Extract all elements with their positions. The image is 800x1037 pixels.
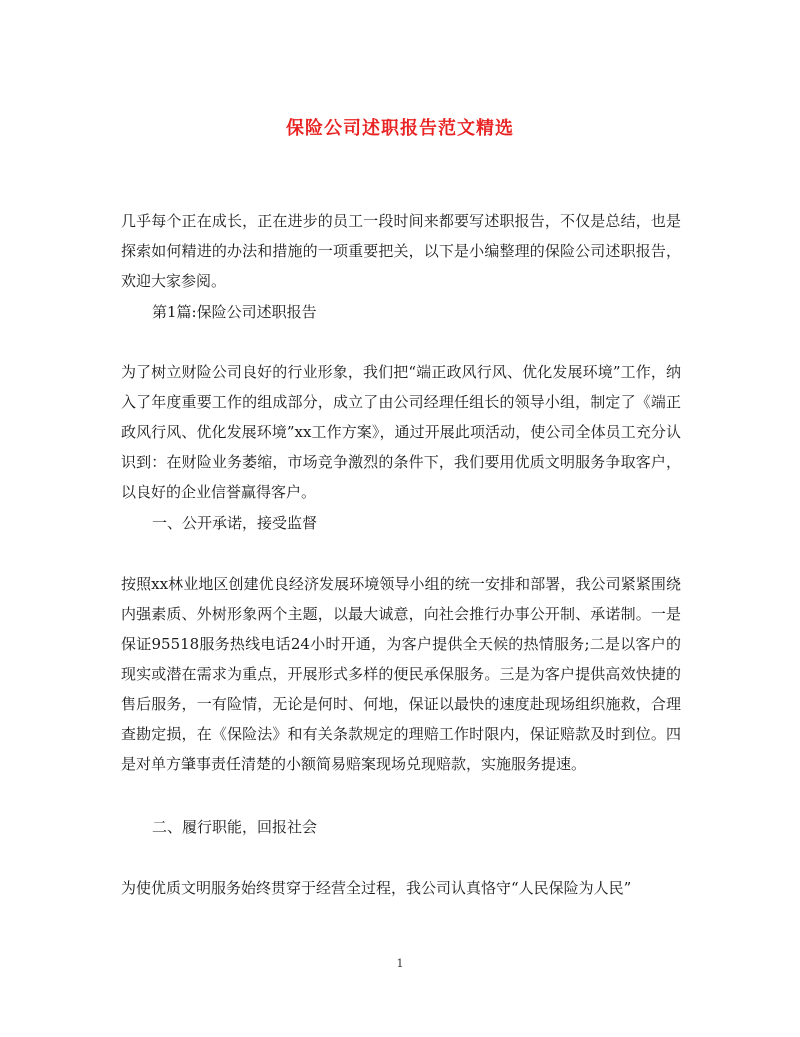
section-heading-1: 一、公开承诺，接受监督 [152,514,318,532]
section-heading-2: 二、履行职能，回报社会 [152,818,318,836]
document-title: 保险公司述职报告范文精选 [286,118,514,139]
body-paragraph-2: 按照xx林业地区创建优良经济发展环境领导小组的统一安排和部署，我公司紧紧围绕内强素质、外树形象两个主题，以最大诚意，向社会推行办事公开制、承诺制。一是保证95518服务热线电话24小时开通，为客户提供全天候的热情服务;二是以客户的现实或潜在需求为重点，开展形式多样的便民承保服务。三是为客户提供高效快捷的售后服务，一有险情，无论是何时、何地，保证以最快的速度赴现场组织施救，合理查勘定损，在《保险法》和有关条款规定的理赔工作时限内，保证赔款及时到位。四是对单方肇事责任清楚的小额简易赔案现场兑现赔款，实施服务提速。 [121,575,681,773]
body-paragraph-3: 为使优质文明服务始终贯穿于经营全过程，我公司认真恪守“人民保险为人民” [121,879,632,897]
chapter-heading: 第1篇:保险公司述职报告 [152,303,317,321]
page-number: 1 [396,957,404,970]
body-paragraph-1: 为了树立财险公司良好的行业形象，我们把“端正政风行风、优化发展环境”工作，纳入了年度重要工作的组成部分，成立了由公司经理任组长的领导小组，制定了《端正政风行风、优化发展环境”xx工作方案》，通过开展此项活动，使公司全体员工充分认识到：在财险业务萎缩，市场竞争激烈的条件下，我们要用优质文明服务争取客户，以良好的企业信誉赢得客户。 [121,363,681,501]
intro-paragraph: 几乎每个正在成长，正在进步的员工一段时间来都要写述职报告，不仅是总结，也是探索如何精进的办法和措施的一项重要把关，以下是小编整理的保险公司述职报告，欢迎大家参阅。 [121,212,681,290]
